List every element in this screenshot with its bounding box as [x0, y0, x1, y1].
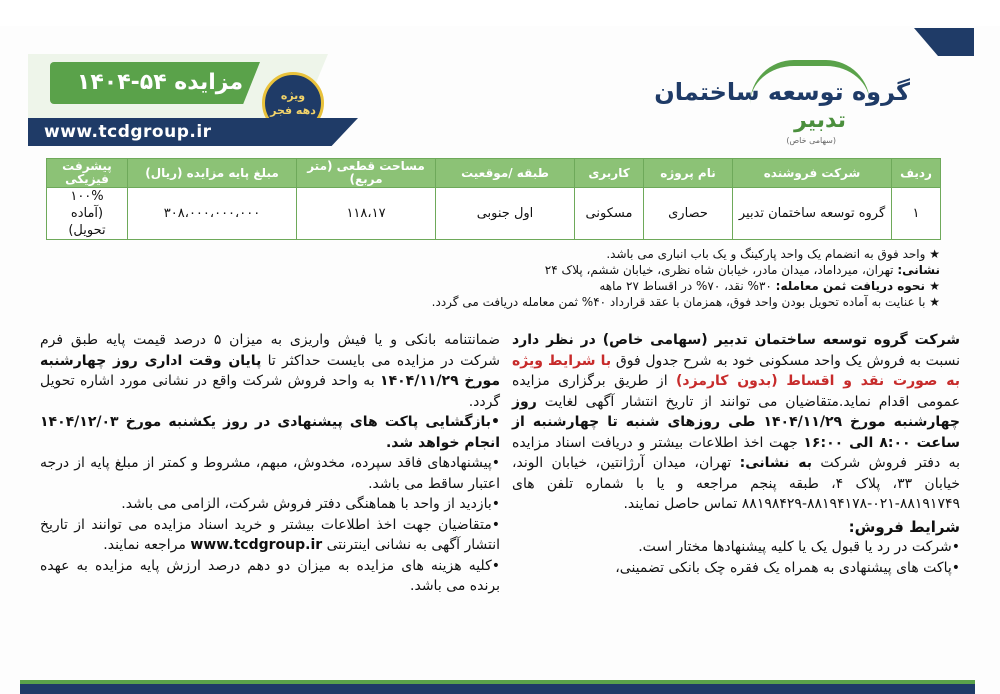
cell-area: ۱۱۸،۱۷: [297, 188, 436, 240]
property-table: [46, 158, 941, 240]
intro-deadline: روز چهارشنبه مورخ ۱۴۰۴/۱۱/۲۹ طی روزهای شنبه تا چهارشنبه از ساعت ۸:۰۰ الی ۱۶:۰۰: [512, 393, 961, 451]
condition-item: •پیشنهادهای فاقد سپرده، مخدوش، مبهم، مشروط و کمتر از مبلغ پایه از درجه اعتبار ساقط می باشد.: [40, 455, 500, 492]
bottom-navy-bar: [20, 684, 975, 694]
intro-company: شرکت گروه توسعه ساختمان تدبیر (سهامی خاص) در نظر دارد: [512, 332, 960, 348]
condition-item: •کلیه هزینه های مزایده به میزان دو دهم درصد ارزش پایه مزایده به عهده برنده می باشد.: [40, 557, 500, 594]
condition-web-link[interactable]: www.tcdgroup.ir: [190, 537, 323, 553]
top-margin: [0, 0, 1000, 26]
col-row-number: ردیف: [892, 159, 941, 188]
corner-decoration: [914, 28, 974, 56]
note-address: [40, 262, 940, 278]
condition-item: •پاکت های پیشنهادی به همراه یک فقره چک بانکی تضمینی،: [615, 559, 960, 576]
col-progress: پیشرفت فیزیکی: [47, 159, 128, 188]
guarantee-deadline: پایان وقت اداری روز چهارشنبه مورخ ۱۴۰۴/۱۱/۲۹: [40, 352, 501, 389]
logo-line1: گروه توسعه ساختمان: [654, 78, 910, 106]
condition-item: •بازدید از واحد با هماهنگی دفتر فروش شرکت، الزامی می باشد.: [121, 496, 500, 512]
left-column: [40, 330, 500, 597]
note-payment-text: ۳۰% نقد، ۷۰% در اقساط ۲۷ ماهه: [599, 279, 776, 293]
cell-row-number: ۱: [892, 188, 941, 240]
intro-text-c: جهت اخذ اطلاعات بیشتر و دریافت اسناد مزایده به دفتر فروش شرکت: [512, 434, 960, 471]
badge-line2: دهه فجر: [270, 104, 316, 117]
intro-special-terms: با شرایط ویژه به صورت نقد و اقساط (بدون کارمزد): [512, 352, 961, 389]
cell-project: حصاری: [644, 188, 733, 240]
guarantee-text-a: ضمانتنامه بانکی و یا فیش واریزی به میزان ۵ درصد قیمت پایه طبق فرم شرکت در مزایده می بایست حداکثر تا: [40, 332, 501, 369]
website-text: www.tcdgroup.ir: [44, 122, 212, 142]
col-floor: طبقه /موقعیت: [436, 159, 575, 188]
logo-line2: تدبیر: [794, 108, 846, 133]
guarantee-paragraph: [40, 330, 500, 412]
note-payment-label: ★ نحوه دریافت ثمن معامله:: [775, 279, 940, 293]
col-base-price: مبلغ پایه مزایده (ریال): [128, 159, 297, 188]
intro-paragraph: [512, 330, 960, 515]
cell-base-price: ۳۰۸،۰۰۰،۰۰۰،۰۰۰: [128, 188, 297, 240]
cell-seller: گروه توسعه ساختمان تدبیر: [733, 188, 892, 240]
cell-floor: اول جنوبی: [436, 188, 575, 240]
note-parking: ★ واحد فوق به انضمام یک واحد پارکینگ و یک باب انباری می باشد.: [606, 247, 940, 261]
condition-item: •شرکت در رد یا قبول یک یا کلیه پیشنهادها مختار است.: [638, 539, 960, 555]
table-header-row: [47, 159, 941, 188]
note-address-label: نشانی:: [897, 263, 940, 277]
guarantee-text-b: به واحد فروش شرکت واقع در نشانی مورد اشاره تحویل گردد.: [40, 373, 500, 410]
col-project: نام پروژه: [644, 159, 733, 188]
badge-line1: ویژه: [280, 89, 306, 102]
intro-address-label: به نشانی:: [739, 455, 812, 471]
col-seller: شرکت فروشنده: [733, 159, 892, 188]
condition-web-text-a: •متقاضیان جهت اخذ اطلاعات بیشتر و خرید اسناد مزایده می توانند از تاریخ انتشار آگهی به نشانی اینترنتی: [40, 516, 500, 553]
intro-text-a: نسبت به فروش یک واحد مسکونی خود به شرح جدول فوق: [611, 352, 961, 369]
col-usage: کاربری: [575, 159, 644, 188]
condition-web-text-b: مراجعه نمایند.: [103, 537, 191, 553]
company-logo: [654, 60, 910, 145]
condition-item: [40, 515, 500, 556]
cell-usage: مسکونی: [575, 188, 644, 240]
property-notes: [40, 246, 940, 310]
note-delivery: ★ با عنایت به آماده تحویل بودن واحد فوق، همزمان با عقد قرارداد ۴۰% ثمن معامله دریافت می گردد.: [431, 295, 940, 309]
auction-title: مزایده ۵۴-۱۴۰۴: [76, 70, 244, 95]
table-row: [47, 188, 941, 240]
sale-conditions-title: شرایط فروش:: [848, 517, 960, 536]
col-area: مساحت قطعی (متر مربع): [297, 159, 436, 188]
note-address-text: تهران، میرداماد، میدان مادر، خیابان شاه نظری، خیابان ششم، پلاک ۲۴: [544, 263, 898, 277]
condition-item: •بازگشایی پاکت های پیشنهادی در روز یکشنبه مورخ ۱۴۰۴/۱۲/۰۳ انجام خواهد شد.: [40, 414, 500, 451]
right-column: [512, 330, 960, 578]
intro-text-b: از طریق برگزاری مزایده عمومی اقدام نماید.متقاضیان می توانند از تاریخ انتشار آگهی لغایت: [512, 373, 960, 410]
note-payment: [40, 278, 940, 294]
logo-subtitle: (سهامی خاص): [786, 136, 836, 145]
cell-progress: ۱۰۰% (آماده تحویل): [47, 188, 128, 240]
intro-text-d: تهران، میدان آرژانتین، خیابان الوند، خیابان ۳۳، پلاک ۴، طبقه پنجم مراجعه و یا با شماره تلفن های ۸۸۱۹۱۷۴۹-۰۲۱-۸۸۱۹۴۱۷۸-۸۸۱۹۸۴۲۹ تماس حاصل نمایند.: [512, 455, 960, 512]
